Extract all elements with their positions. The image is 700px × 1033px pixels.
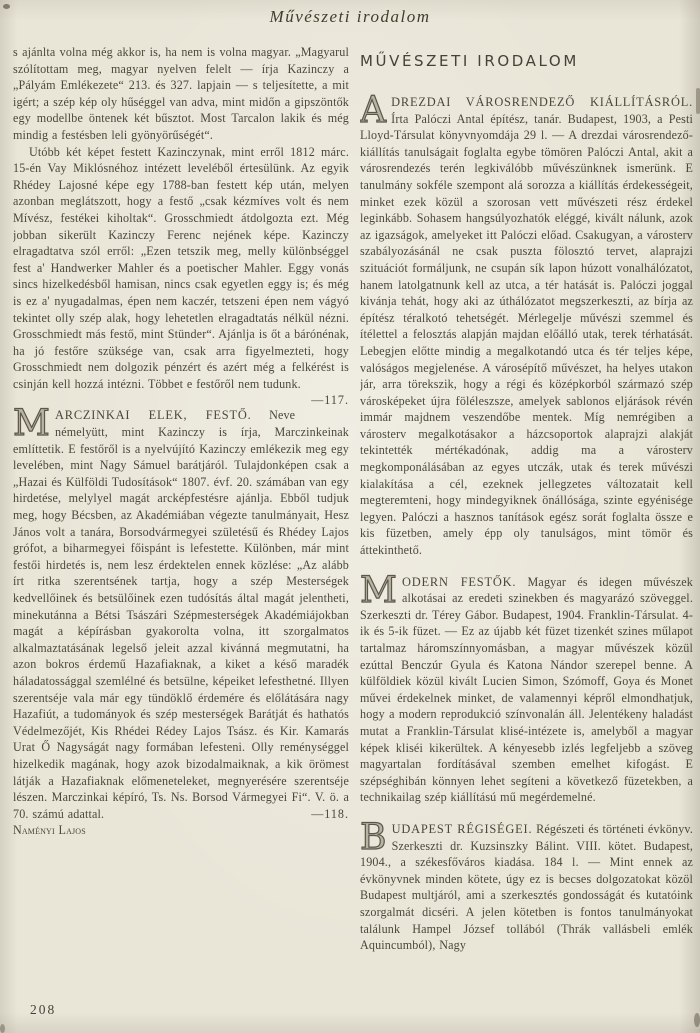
- article-title: ODERN FESTŐK.: [402, 574, 517, 589]
- left-paragraph-continuation: [13, 44, 349, 144]
- scan-artifact: [0, 1024, 5, 1033]
- drop-cap-initial: B: [360, 816, 387, 858]
- paragraph-text: Utóbb két képet festett Kazinczynak, mint erről 1812 márc. 15-én Vay Miklósnéhoz intézett leveléből értesülünk. Az egyik Rhédey Lajosné képe egy 1788-ban festett kép után, melyen azonban meglátszott, hogy a festő „csak kézmíves volt és nem Mívész, festékei kiholtak“. Grosschmiedt átdolgozta ezt. Még jobban sikerült Kazinczy Ferenc nejének képe. Kazinczy elragadtatva szól erről: „Ezen tetszik meg, melly különbséggel fest a' Handwerker Mahler és a poetischer Mahler. Eggy vonás sincs hizelkedésből hamisan, nincs csak egyetlen eggy is; és még is ez a' nyugadalmas, épen nem kaczér, tetszeni épen nem vágyó tekintet olly szép alak, hogy lehetetlen elragadtatás nélkül nézni. Grosschmiedt más festő, mint Stünder“. Ajánlja is őt a bárónénak, ha jó festőre szüksége van, csak arra figyelmezteti, hogy Grosschmiedt nem dolgozik pénzért és azért még a felkérést is csinján kell hozzá intézni. Többet e festőről nem tudunk.: [13, 144, 349, 391]
- section-gap: [360, 559, 693, 574]
- running-head: Művészeti irodalom: [269, 7, 431, 26]
- article-drezdai: [360, 90, 693, 559]
- section-gap: [360, 806, 693, 821]
- author-signature: Naményi Lajos: [13, 823, 86, 838]
- left-column: [13, 44, 349, 1000]
- right-column: [360, 46, 693, 1002]
- scan-artifact: [696, 88, 700, 114]
- article-text: Írta Palóczi Antal építész, tanár. Budapest, 1903, a Pesti Lloyd-Társulat könyvnyomdája 29 l. — A drezdai városrendező-kiállítás tanulságait foglalta egybe tömören Palóczi Antal, akit a városrendezés terén legkiválóbb művészünknek ismerünk. E tanulmány sokféle szempont alá sorozza a kiállítás érdekességeit, minket ezek közül a szorosan vett művészeti rész érdekel leginkább. Sohasem hangsúlyozhatók eléggé, kivált nálunk, azok az igazságok, amelyeket itt Palóczi előad. Csakugyan, a városterv szabályozásánál ne csak puszta fölosztó tervet, alaprajzi szituációt formáljunk, ne csupán sík lapon húzott vonalhálózatot, hanem latolgatnunk kell az utca, a tér hatását is. Palóczi joggal kivánja tehát, hogy aki az úthálózatot megszerkeszti, az bírja az építész téralkotó tehetségét. Mérlegelje művészi szemmel és ítélettel a felosztás alapján majdan előálló utak, terek térhatását. Lebegjen előtte mindig a megalkotandó utca és tér teljes képe, valóságos megjelenése. A városépítő művészet, ha helyes utakon jár, arra törekszik, hogy a régi és középkorból származó szép városképeket újra föléleszsze, amelyek sablonos eljárások révén immár majdnem veszendőbe mentek. Míg nemrégiben a városterv megalkotásakor a házcsoportok alaprajzi alakját tekintették mértékadónak, addig ma a városterv megkomponálásában az egyes utczák, utak és terek művészi kialakítása a cél, ezeknek jellegzetes változatait kell megteremteni, hogy mindegyiknek önállósága, szinte egyénisége legyen. Palóczi a hasznos tanítások egész sorát foglalta össze e kis füzetben, amely épp oly tanulságos, mint tömör és áttekinthető.: [360, 111, 693, 558]
- article-modern-festok: [360, 569, 693, 806]
- drop-cap-initial: M: [360, 569, 398, 611]
- drop-cap-initial: A: [360, 90, 387, 131]
- paragraph-text: s ajánlta volna még akkor is, ha nem is volna magyar. „Magyarul szólítottam meg, magyar nyelven felelt — írja Kazinczy a „Pályám Emlékezete“ 213. és 327. lapjain — s teljesítette, a mit igért; a szép kép oly hűséggel van adva, mint midőn a gipszöntők egy modellbe öntenek két bűsztot. Most Tarcalon lakik és még mindig a festésben leli gyönyörűségét“.: [13, 45, 349, 142]
- page-number: 208: [30, 1002, 57, 1017]
- entry-number: —117.: [311, 393, 349, 408]
- article-title: UDAPEST RÉGISÉGEI.: [391, 821, 533, 836]
- scan-artifact: [3, 4, 10, 9]
- article-budapest-regisegei: [360, 816, 693, 954]
- section-heading: MŰVÉSZETI IRODALOM: [360, 52, 579, 70]
- article-title: ARCZINKAI ELEK, FESTŐ.: [55, 408, 252, 423]
- article-text: Neve némelyütt, mint Kazinczy is írja, Marczinkeinak említtetik. E festőről is a nyelvújító Kazinczy emlékezik meg egy levelében, mint Nagy Sámuel barátjáról. Tulajdonképen csak a „Hazai és Külföldi Tudosítások“ 1807. évf. 20. számában van egy hirdetése, melylyel magát arcképfestésre ajánlja. Ebből tudjuk meg, hogy Bécsben, az Akadémiában végezte tanulmányait, Hesz János volt a tanára, Borsodvármegyei születésű és Rhédey Lajos grófot, a biharmegyei főispánt is lefestette. Különben, már mint festői hirdetés is, nem lesz érdektelen ennek közlése: „Az alább írt ritka szerentsének tartja, hogy a szép Mesterségek kedvellőinek és betsülőinek ezen tudósítás által magát jelentheti, minekutánna a Bétsi Tsászári Szépmesterségek Akadémiájokban magát a képírásban gyakorolta volna, itt szorgalmatos alkalmaztatásának legelső jeleit azzal kivánná megmutatni, ha azon bokros érdemű Hazafiaknak, a kiket a késő maradék háladatossággal szemlélné és betsülne, képeiket lefesthetné. Illyen szerentséje vala már egy tündöklő érdemére és előlátására nagy Hazafiút, a tudományok és szép mesterségek Barátját és hathatós Védelmezőjét, Kis Rhédei Rédey Lajos Tsász. és Kir. Kamarás Urat Ő Nagyságát nagy formában lefesteni. Olly reménységgel hizelkedik magának, hogy azok bizodalmaiknak, a kik örömest látják a Hazafiaknak előmeneteleket, megnyerésére szerentséje lészen. Marczinkai képíró, Ts. Ns. Borsod Vármegyei Fi“. V. ö. a 70. számú adattal.: [13, 408, 349, 821]
- entry-number: —118.: [311, 806, 349, 821]
- drop-cap-initial: M: [13, 403, 51, 445]
- left-paragraph-2: [13, 144, 349, 408]
- article-title: DREZDAI VÁROSRENDEZŐ KIÁLLÍTÁSRÓL.: [391, 95, 693, 109]
- article-text: Régészeti és történeti évkönyv. Szerkeszti dr. Kuzsinszky Bálint. VIII. kötet. Budapest, 1904., a székesfőváros kiadása. 184 l. — Mint ennek az évkönyvnek minden kötete, úgy ez is becses dolgozatokat közöl Budapest multjáról, ami a szerkesztés gondosságát és kutatóink szorgalmát dicséri. A jelen kötetben is fontos tanulmányokat találunk Hampel József tollából (Thrák vallásbeli emlék Aquincumból), Nagy: [360, 821, 693, 953]
- article-marczinkai: [13, 403, 349, 822]
- scan-artifact: [694, 1013, 700, 1027]
- article-text: Magyar és idegen művészek alkotásai az eredeti szinekben és magyarázó szöveggel. Szerkeszti dr. Térey Gábor. Budapest, 1904. Franklin-Társulat. 4-ik és 5-ik füzet. — Ez az újabb két füzet tizenkét szines műlapot tartalmaz háromszínnyomásban, a magyar művészek közül ezúttal Benczúr Gyula és Katona Nándor szerepel benne. A külföldiek közül kivált Lucien Simon, Szómoff, Goya és Monet művei érdekelnek minket, de valamennyi képről elmondhatjuk, hogy a modern reprodukció színvonalán áll. Jelentékeny haladást mutat a Franklin-Társulat klisé-intézete is, amelyből a magyar képek kliséi kikerültek. A kényesebb izlés legfeljebb a szöveg magyartalan fordításával szemben emelhet kifogást. E szépséghibán könnyen lehet segíteni a következő füzetekben, a technikailag szép kiállítású mű megérdemelné.: [360, 574, 693, 805]
